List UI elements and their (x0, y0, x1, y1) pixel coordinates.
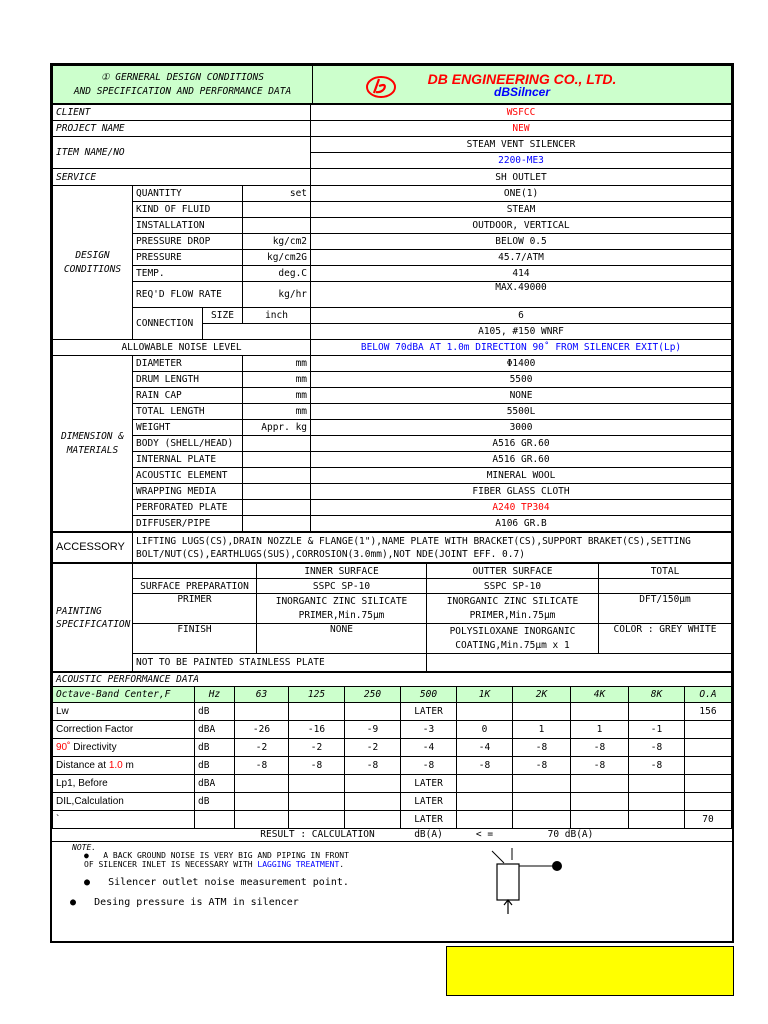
inner-surface-header: INNER SURFACE (257, 564, 427, 579)
acoustic-cell: -26 (235, 721, 289, 739)
acoustic-row-final (53, 811, 732, 829)
acoustic-row-lw (53, 703, 732, 721)
acoustic-cell: -8 (513, 739, 571, 757)
acoustic-cell (457, 793, 513, 811)
acoustic-cell (289, 811, 345, 829)
company-cell (313, 66, 732, 104)
noise-value: BELOW 70dBA AT 1.0m DIRECTION 90˚ FROM SILENCER EXIT(Lp) (311, 340, 732, 356)
service-label: SERVICE (53, 169, 311, 186)
design-row-value: MAX.49000 (311, 282, 732, 308)
highlight-box (446, 946, 734, 996)
acoustic-cell: 156 (685, 703, 732, 721)
acoustic-cell (629, 793, 685, 811)
design-row-label: PRESSURE (133, 250, 243, 266)
size-value: 6 (311, 308, 732, 324)
band-8k: 8K (629, 687, 685, 703)
size-unit: inch (243, 308, 311, 324)
total-header: TOTAL (599, 564, 732, 579)
acoustic-cell: 1 (513, 721, 571, 739)
acoustic-table (52, 672, 732, 841)
dim-row-label: DRUM LENGTH (133, 372, 243, 388)
acoustic-cell (457, 703, 513, 721)
notes-area (52, 841, 732, 927)
acoustic-row-lp1 (53, 775, 732, 793)
primer-total: DFT/150μm (599, 594, 732, 624)
dim-row-unit: mm (243, 356, 311, 372)
acoustic-cell (513, 703, 571, 721)
accessory-table (52, 532, 732, 563)
dim-row-unit (243, 500, 311, 516)
acoustic-cell: -4 (401, 739, 457, 757)
acoustic-cell (685, 721, 732, 739)
design-row-value: ONE(1) (311, 186, 732, 202)
design-row-value: STEAM (311, 202, 732, 218)
band-2k: 2K (513, 687, 571, 703)
acoustic-cell: LATER (401, 793, 457, 811)
bullet-icon: ● (84, 850, 89, 860)
design-row-value: BELOW 0.5 (311, 234, 732, 250)
acoustic-row-distance (53, 757, 732, 775)
band-4k: 4K (571, 687, 629, 703)
acoustic-row-label: DIL,Calculation (53, 793, 195, 811)
band-oa: O.A (685, 687, 732, 703)
dim-row-value: A240 TP304 (311, 500, 732, 516)
result-operator: < = (475, 829, 494, 841)
acoustic-cell: -8 (513, 757, 571, 775)
dim-row-unit: mm (243, 404, 311, 420)
spec-table (52, 104, 732, 532)
finish-outer: POLYSILOXANE INORGANIC COATING,Min.75μm x 1 (427, 624, 599, 654)
notes-title: NOTE. (72, 842, 97, 852)
design-row-unit (243, 218, 311, 234)
dim-row-value: 5500L (311, 404, 732, 420)
dim-row-label: WRAPPING MEDIA (133, 484, 243, 500)
acoustic-cell (685, 739, 732, 757)
acoustic-cell (345, 703, 401, 721)
acoustic-cell (235, 775, 289, 793)
acoustic-cell: -8 (289, 757, 345, 775)
primer-outer: INORGANIC ZINC SILICATE PRIMER,Min.75μm (427, 594, 599, 624)
result-label: RESULT : CALCULATION (260, 829, 375, 841)
result-blank-right (629, 829, 732, 841)
dim-row-label: BODY (SHELL/HEAD) (133, 436, 243, 452)
acoustic-cell (457, 811, 513, 829)
band-63: 63 (235, 687, 289, 703)
accessory-line-1: LIFTING LUGS(CS),DRAIN NOZZLE & FLANGE(1"),NAME PLATE WITH BRACKET(CS),SUPPORT BRAKET(CS),SETTING (136, 535, 691, 547)
dim-row-value: 5500 (311, 372, 732, 388)
design-row-label: TEMP. (133, 266, 243, 282)
dim-row-label: DIFFUSER/PIPE (133, 516, 243, 532)
acoustic-cell: -9 (345, 721, 401, 739)
finish-inner: NONE (257, 624, 427, 654)
company-logo-icon (365, 75, 397, 99)
acoustic-cell (235, 793, 289, 811)
size-label: SIZE (203, 308, 243, 324)
design-row-label: REQ'D FLOW RATE (133, 282, 243, 308)
acoustic-row-label: Correction Factor (53, 721, 195, 739)
design-row-label: INSTALLATION (133, 218, 243, 234)
dim-row-value: A516 GR.60 (311, 452, 732, 468)
acoustic-row-unit: dB (195, 793, 235, 811)
dim-row-label: DIAMETER (133, 356, 243, 372)
band-header-label: Octave-Band Center,F (53, 687, 195, 703)
acoustic-cell (513, 775, 571, 793)
design-row-unit: set (243, 186, 311, 202)
acoustic-cell (457, 775, 513, 793)
design-row-label: QUANTITY (133, 186, 243, 202)
painting-group-label: PAINTING SPECIFICATION (53, 564, 133, 672)
acoustic-cell: -4 (457, 739, 513, 757)
item-value-no: 2200-ME3 (311, 153, 732, 169)
prep-label: SURFACE PREPARATION (133, 579, 257, 594)
company-name: DB ENGINEERING CO., LTD. (427, 70, 617, 87)
design-row-label: KIND OF FLUID (133, 202, 243, 218)
prep-outer: SSPC SP-10 (427, 579, 599, 594)
outer-surface-header: OUTTER SURFACE (427, 564, 599, 579)
prep-total (599, 579, 732, 594)
client-label: CLIENT (53, 105, 311, 121)
dim-row-unit (243, 484, 311, 500)
acoustic-row-unit: dB (195, 757, 235, 775)
note-2: ● Silencer outlet noise measurement point. (84, 876, 349, 888)
dim-row-unit (243, 452, 311, 468)
acoustic-cell (571, 775, 629, 793)
acoustic-cell (289, 775, 345, 793)
acoustic-cell (513, 793, 571, 811)
dim-row-label: INTERNAL PLATE (133, 452, 243, 468)
band-125: 125 (289, 687, 345, 703)
acoustic-cell: -8 (571, 757, 629, 775)
acoustic-cell: -8 (235, 757, 289, 775)
noise-label: ALLOWABLE NOISE LEVEL (53, 340, 311, 356)
design-row-unit: deg.C (243, 266, 311, 282)
painting-note-blank (427, 654, 732, 672)
project-value: NEW (311, 121, 732, 137)
design-row-unit: kg/cm2G (243, 250, 311, 266)
band-header-unit: Hz (195, 687, 235, 703)
accessory-label: ACCESSORY (53, 533, 133, 563)
acoustic-cell: 0 (457, 721, 513, 739)
finish-label: FINISH (133, 624, 257, 654)
band-500: 500 (401, 687, 457, 703)
painting-table (52, 563, 732, 672)
acoustic-cell: -2 (289, 739, 345, 757)
acoustic-cell (345, 811, 401, 829)
acoustic-cell: -8 (571, 739, 629, 757)
painting-note: NOT TO BE PAINTED STAINLESS PLATE (133, 654, 427, 672)
acoustic-cell: -3 (401, 721, 457, 739)
design-row-value: 414 (311, 266, 732, 282)
acoustic-cell: 1 (571, 721, 629, 739)
dim-row-unit (243, 516, 311, 532)
acoustic-cell (571, 703, 629, 721)
acoustic-cell (345, 775, 401, 793)
acoustic-cell: LATER (401, 703, 457, 721)
sheet-title (53, 66, 313, 104)
service-value: SH OUTLET (311, 169, 732, 186)
acoustic-cell: LATER (401, 811, 457, 829)
acoustic-row-label: 90˚ Directivity (53, 739, 195, 757)
acoustic-cell (289, 793, 345, 811)
dim-row-unit: mm (243, 388, 311, 404)
design-row-unit: kg/cm2 (243, 234, 311, 250)
band-250: 250 (345, 687, 401, 703)
product-name: dBSilncer (493, 84, 550, 99)
header-table (52, 65, 732, 104)
design-row-value: 45.7/ATM (311, 250, 732, 266)
dim-row-label: RAIN CAP (133, 388, 243, 404)
item-value-name: STEAM VENT SILENCER (311, 137, 732, 153)
finish-total: COLOR : GREY WHITE (599, 624, 732, 654)
item-label: ITEM NAME/NO (53, 137, 311, 169)
bullet-icon: ● (84, 876, 91, 888)
acoustic-cell: LATER (401, 775, 457, 793)
dimension-group-label: DIMENSION & MATERIALS (53, 356, 133, 532)
accessory-value (133, 533, 732, 563)
dim-row-value: FIBER GLASS CLOTH (311, 484, 732, 500)
dim-row-unit (243, 468, 311, 484)
acoustic-row-label: Distance at 1.0 m (53, 757, 195, 775)
dim-row-value: A106 GR.B (311, 516, 732, 532)
client-value: WSFCC (311, 105, 732, 121)
acoustic-row-unit (195, 811, 235, 829)
acoustic-row-label: ` (53, 811, 195, 829)
design-group-label: DESIGN CONDITIONS (53, 186, 133, 340)
acoustic-row-directivity (53, 739, 732, 757)
acoustic-cell (571, 793, 629, 811)
acoustic-cell: -8 (629, 739, 685, 757)
spec-sheet (50, 63, 734, 943)
acoustic-cell: -8 (629, 757, 685, 775)
painting-header-blank (133, 564, 257, 579)
dim-row-label: PERFORATED PLATE (133, 500, 243, 516)
acoustic-cell (513, 811, 571, 829)
title-line-2: AND SPECIFICATION AND PERFORMANCE DATA (73, 85, 292, 97)
acoustic-cell: -2 (345, 739, 401, 757)
acoustic-row-correction (53, 721, 732, 739)
acoustic-cell (571, 811, 629, 829)
band-1k: 1K (457, 687, 513, 703)
acoustic-cell: -8 (457, 757, 513, 775)
note-3: ● Desing pressure is ATM in silencer (70, 896, 299, 908)
result-blank (53, 829, 235, 841)
connection-blank (203, 324, 311, 340)
acoustic-cell (289, 703, 345, 721)
acoustic-cell (629, 775, 685, 793)
acoustic-cell (235, 703, 289, 721)
acoustic-result-row (53, 829, 732, 841)
design-row-label: PRESSURE DROP (133, 234, 243, 250)
dim-row-value: Φ1400 (311, 356, 732, 372)
dim-row-unit: mm (243, 372, 311, 388)
connection-value: A105, #150 WNRF (311, 324, 732, 340)
result-value: 70 dB(A) (547, 829, 594, 841)
connection-label: CONNECTION (133, 308, 203, 340)
project-label: PROJECT NAME (53, 121, 311, 137)
acoustic-row-label: Lp1, Before (53, 775, 195, 793)
primer-inner: INORGANIC ZINC SILICATE PRIMER,Min.75μm (257, 594, 427, 624)
dim-row-value: MINERAL WOOL (311, 468, 732, 484)
acoustic-row-unit: dBA (195, 775, 235, 793)
acoustic-row-unit: dB (195, 703, 235, 721)
title-line-1: ① GERNERAL DESIGN CONDITIONS (101, 71, 264, 83)
accessory-line-2: BOLT/NUT(CS),EARTHLUGS(SUS),CORROSION(3.0mm),NOT NDE(JOINT EFF. 0.7) (136, 548, 525, 560)
design-row-value: OUTDOOR, VERTICAL (311, 218, 732, 234)
design-row-unit: kg/hr (243, 282, 311, 308)
dim-row-value: A516 GR.60 (311, 436, 732, 452)
dim-row-label: ACOUSTIC ELEMENT (133, 468, 243, 484)
dim-row-unit (243, 436, 311, 452)
acoustic-cell: 70 (685, 811, 732, 829)
acoustic-row-unit: dB (195, 739, 235, 757)
acoustic-cell: -8 (345, 757, 401, 775)
note-1: ● A BACK GROUND NOISE IS VERY BIG AND PIPING IN FRONT OF SILENCER INLET IS NECESSARY WITH LAGGING TREATMENT. (84, 850, 349, 869)
acoustic-cell: -2 (235, 739, 289, 757)
acoustic-cell (629, 811, 685, 829)
acoustic-cell: -16 (289, 721, 345, 739)
dim-row-unit: Appr. kg (243, 420, 311, 436)
prep-inner: SSPC SP-10 (257, 579, 427, 594)
acoustic-row-dil (53, 793, 732, 811)
acoustic-cell: -8 (401, 757, 457, 775)
dim-row-label: WEIGHT (133, 420, 243, 436)
acoustic-cell (685, 793, 732, 811)
acoustic-cell (685, 757, 732, 775)
dim-row-value: 3000 (311, 420, 732, 436)
result-unit: dB(A) (414, 829, 443, 841)
dim-row-label: TOTAL LENGTH (133, 404, 243, 420)
acoustic-row-label: Lw (53, 703, 195, 721)
acoustic-cell (629, 703, 685, 721)
bullet-icon: ● (70, 896, 77, 908)
measurement-point-diagram-icon (482, 846, 572, 916)
acoustic-cell (235, 811, 289, 829)
acoustic-cell (685, 775, 732, 793)
acoustic-cell (345, 793, 401, 811)
design-row-unit (243, 202, 311, 218)
acoustic-section-label: ACOUSTIC PERFORMANCE DATA (53, 673, 732, 687)
acoustic-cell: -1 (629, 721, 685, 739)
dim-row-value: NONE (311, 388, 732, 404)
primer-label: PRIMER (133, 594, 257, 624)
acoustic-row-unit: dBA (195, 721, 235, 739)
